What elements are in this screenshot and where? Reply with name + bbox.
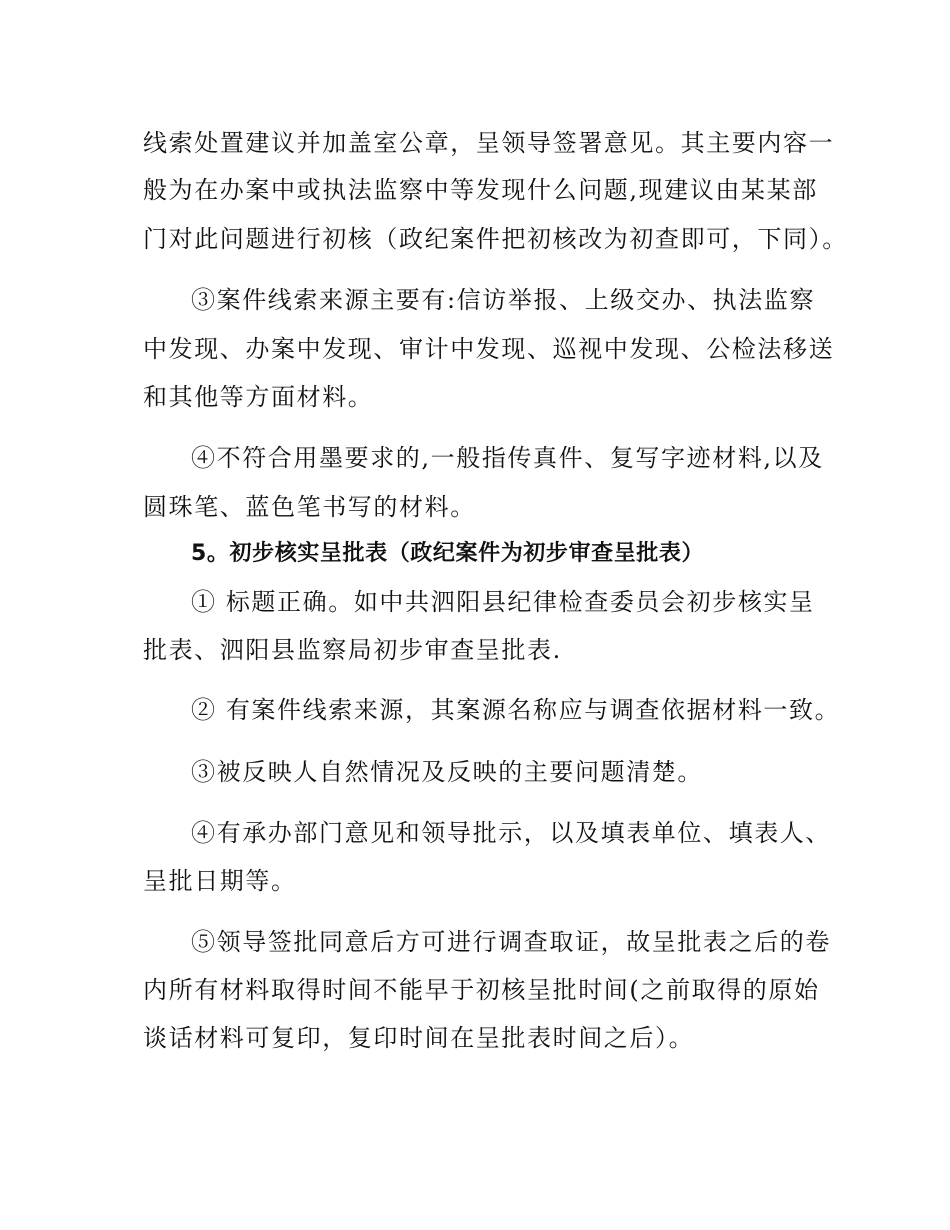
text-line: ④不符合用墨要求的,一般指传真件、复写字迹材料,以及: [191, 444, 824, 472]
text-line: 批表、泗阳县监察局初步审查呈批表.: [143, 636, 562, 664]
text-line: 般为在办案中或执法监察中等发现什么问题,现建议由某某部: [143, 176, 818, 204]
text-line: 门对此问题进行初核（政纪案件把初核改为初查即可，下同）。: [143, 225, 848, 253]
section-heading: 5。初步核实呈批表（政纪案件为初步审查呈批表）: [191, 541, 705, 566]
text-line: 内所有材料取得时间不能早于初核呈批时间(之前取得的原始: [143, 976, 820, 1004]
text-line: 中发现、办案中发现、审计中发现、巡视中发现、公检法移送: [143, 335, 835, 363]
text-line: ③被反映人自然情况及反映的主要问题清楚。: [191, 758, 703, 786]
text-line: 呈批日期等。: [143, 867, 297, 895]
text-line: ④有承办部门意见和领导批示，以及填表单位、填表人、: [191, 819, 831, 847]
text-line: ③案件线索来源主要有:信访举报、上级交办、执法监察: [191, 286, 816, 314]
text-line: 和其他等方面材料。: [143, 383, 374, 411]
text-line: 谈话材料可复印，复印时间在呈批表时间之后）。: [143, 1024, 695, 1052]
text-line: ② 有案件线索来源，其案源名称应与调查依据材料一致。: [191, 696, 841, 724]
text-line: ⑤领导签批同意后方可进行调查取证，故呈批表之后的卷: [191, 928, 831, 956]
text-line: ① 标题正确。如中共泗阳县纪律检查委员会初步核实呈: [191, 588, 815, 616]
text-line: 线索处置建议并加盖室公章，呈领导签署意见。其主要内容一: [143, 129, 835, 157]
text-line: 圆珠笔、蓝色笔书写的材料。: [143, 493, 476, 521]
